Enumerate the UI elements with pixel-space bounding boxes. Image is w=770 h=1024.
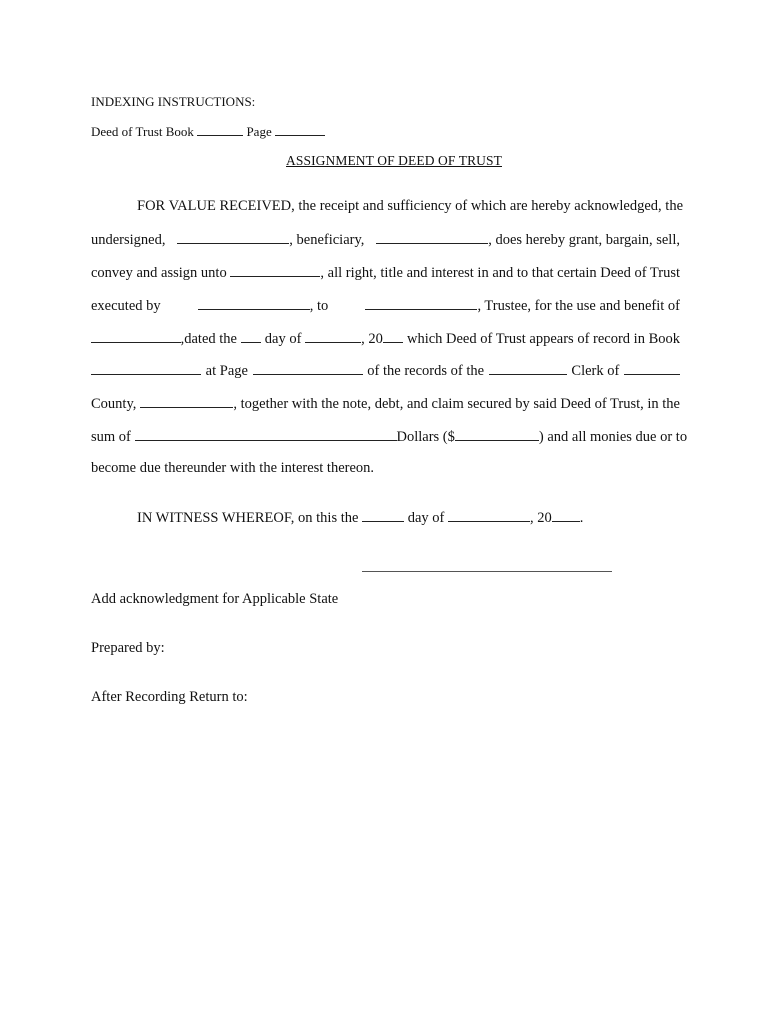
body-line-6 <box>91 362 680 380</box>
acknowledgment-note: Add acknowledgment for Applicable State <box>91 591 339 607</box>
grant-clause: , does hereby grant, bargain, sell, <box>488 232 680 248</box>
body-line-8 <box>91 428 688 446</box>
records-of-label: of the records of the <box>367 363 485 379</box>
assign-unto-label: convey and assign unto <box>91 265 227 281</box>
body-line-5 <box>91 330 680 348</box>
document-title: ASSIGNMENT OF DEED OF TRUST <box>286 153 502 168</box>
clerk-type-field[interactable] <box>489 362 567 375</box>
return-to-label: After Recording Return to: <box>91 689 248 705</box>
sum-amount-field[interactable] <box>455 428 539 441</box>
at-page-label: at Page <box>205 363 248 379</box>
witness-day-field[interactable] <box>362 509 404 522</box>
witness-period: . <box>579 510 584 526</box>
book-number-field[interactable] <box>197 123 243 136</box>
dollars-label: Dollars ($ <box>396 429 455 445</box>
body-line-9 <box>91 460 680 477</box>
witness-year-prefix: , 20 <box>529 510 552 526</box>
witness-year-field[interactable] <box>552 509 580 522</box>
undersigned-name-field[interactable] <box>177 231 289 244</box>
trustee-name-field[interactable] <box>365 297 477 310</box>
executed-by-label: executed by <box>91 298 161 314</box>
assignee-name-field[interactable] <box>230 264 320 277</box>
body-line-1-text: FOR VALUE RECEIVED, the receipt and sufficiency of which are hereby acknowledged, the <box>137 198 684 214</box>
undersigned-label: undersigned, <box>91 232 166 248</box>
interest-clause: become due thereunder with the interest thereon. <box>91 460 375 476</box>
witness-label: IN WITNESS WHEREOF, on this the <box>137 510 359 526</box>
beneficiary-label: , beneficiary, <box>289 232 365 248</box>
county-label: County, <box>91 396 137 412</box>
witness-day-of-label: day of <box>407 510 445 526</box>
witness-month-field[interactable] <box>448 509 530 522</box>
record-page-field[interactable] <box>253 362 363 375</box>
sum-words-field[interactable] <box>135 428 397 441</box>
body-line-2 <box>91 231 680 249</box>
dated-year-field[interactable] <box>383 330 404 343</box>
witness-line <box>137 509 583 527</box>
body-line-1 <box>137 198 684 215</box>
year-prefix: , 20 <box>361 331 383 347</box>
body-line-7 <box>91 395 680 413</box>
day-of-label: day of <box>264 331 302 347</box>
clerk-of-label: Clerk of <box>571 363 620 379</box>
monies-clause: ) and all monies due or to <box>538 429 688 445</box>
record-clause: which Deed of Trust appears of record in Book <box>406 331 680 347</box>
body-line-4 <box>91 297 680 315</box>
book-page-reference <box>91 123 325 140</box>
dated-month-field[interactable] <box>305 330 361 343</box>
prepared-by-label: Prepared by: <box>91 640 165 656</box>
clerk-county-field[interactable] <box>624 362 680 375</box>
record-book-field[interactable] <box>91 362 201 375</box>
right-title-clause: , all right, title and interest in and to that certain Deed of Trust <box>320 265 680 281</box>
to-label: , to <box>309 298 329 314</box>
body-line-3 <box>91 264 680 282</box>
county-name-field[interactable] <box>140 395 233 408</box>
trustee-clause: , Trustee, for the use and benefit of <box>477 298 680 314</box>
signature-line[interactable] <box>362 571 612 572</box>
book-label: Deed of Trust Book <box>91 124 194 139</box>
sum-of-label: sum of <box>91 429 131 445</box>
grantor-name-field[interactable] <box>198 297 310 310</box>
page-number-field[interactable] <box>275 123 325 136</box>
beneficiary-name-field[interactable] <box>376 231 488 244</box>
dated-day-field[interactable] <box>241 330 262 343</box>
indexing-instructions-heading: INDEXING INSTRUCTIONS: <box>91 94 256 109</box>
page-label: Page <box>246 124 272 139</box>
dated-the-label: ,dated the <box>180 331 237 347</box>
together-clause: , together with the note, debt, and claim secured by said Deed of Trust, in the <box>233 396 680 412</box>
beneficiary-of-record-field[interactable] <box>91 330 181 343</box>
